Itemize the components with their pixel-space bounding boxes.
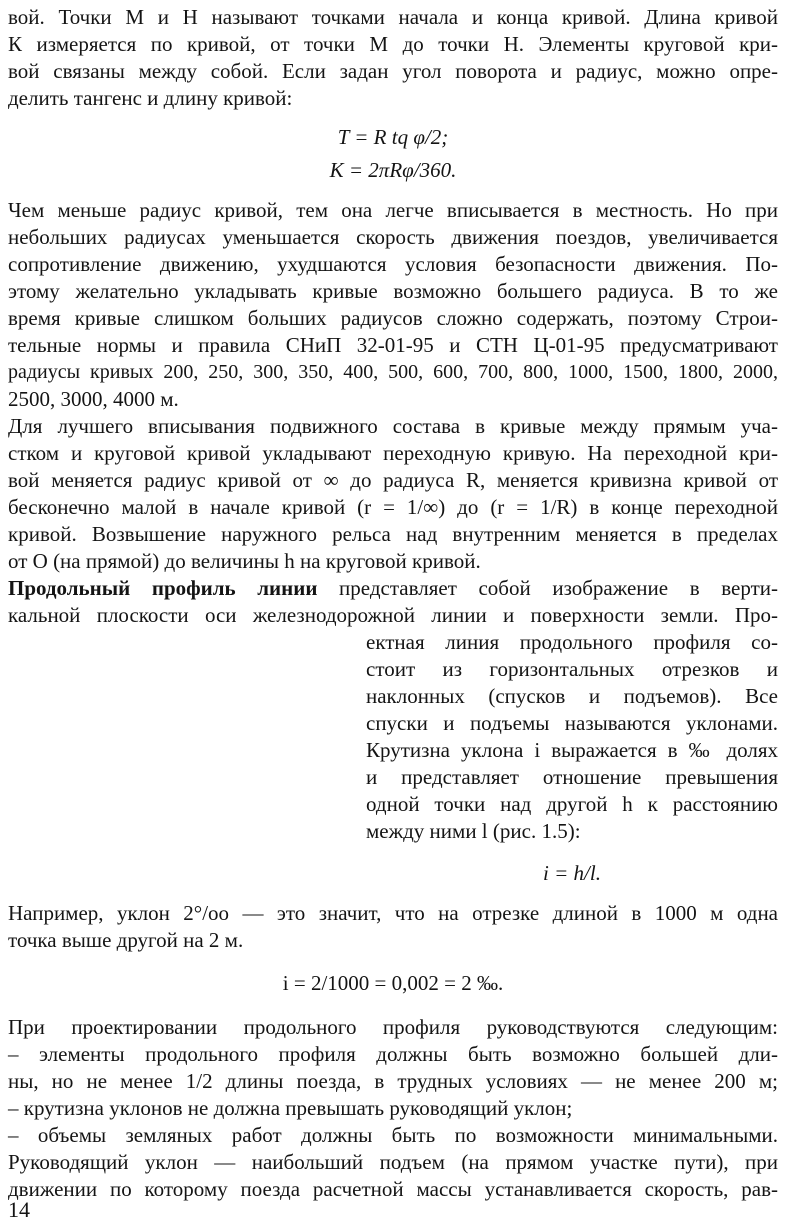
term-longitudinal-profile: Продольный профиль линии bbox=[8, 576, 318, 600]
text-line: радиусы кривых 200, 250, 300, 350, 400, 500, 600, 700, 800, 1000, 1500, 1800, 2000, bbox=[8, 361, 778, 383]
column-line: и представляет отношение превышения bbox=[366, 765, 778, 789]
text-line: делить тангенс и длину кривой: bbox=[8, 86, 293, 110]
text-line: время кривые слишком больших радиусов сложно содержать, поэтому Строи- bbox=[8, 306, 778, 330]
formula-curve-length: K = 2πRφ/360. bbox=[329, 158, 457, 182]
text-line: Чем меньше радиус кривой, тем она легче вписывается в местность. Но при bbox=[8, 198, 778, 222]
text-line: – элементы продольного профиля должны быть возможно большей дли- bbox=[8, 1042, 778, 1066]
column-line: стоит из горизонтальных отрезков и bbox=[366, 657, 778, 681]
column-line: спуски и подъемы называются уклонами. bbox=[366, 711, 778, 735]
text-line: стком и круговой кривой укладывают переходную кривую. На переходной кри- bbox=[8, 441, 778, 465]
text-line: Руководящий уклон — наибольший подъем (на прямом участке пути), при bbox=[8, 1150, 778, 1174]
column-line: ектная линия продольного профиля со- bbox=[366, 630, 778, 654]
column-line: Крутизна уклона i выражается в ‰ долях bbox=[366, 738, 778, 762]
formula-slope: i = h/l. bbox=[543, 861, 601, 885]
formula-example: i = 2/1000 = 0,002 = 2 ‰. bbox=[282, 971, 504, 995]
text-line: Например, уклон 2°/оо — это значит, что на отрезке длиной в 1000 м одна bbox=[8, 901, 778, 925]
text-line: Для лучшего вписывания подвижного состава в кривые между прямым уча- bbox=[8, 414, 778, 438]
text-fragment: представляет собой изображение в верти- bbox=[317, 576, 778, 600]
text-line: вой меняется радиус кривой от ∞ до радиуса R, меняется кривизна кривой от bbox=[8, 468, 778, 492]
text-line: кривой. Возвышение наружного рельса над внутренним меняется в пределах bbox=[8, 522, 778, 546]
text-line bbox=[8, 575, 778, 602]
text-line: движении по которому поезда расчетной массы устанавливается скорость, рав- bbox=[8, 1177, 778, 1201]
text-line: от O (на прямой) до величины h на круговой кривой. bbox=[8, 549, 481, 573]
text-line: этому желательно укладывать кривые возможно большего радиуса. В то же bbox=[8, 279, 778, 303]
column-line: между ними l (рис. 1.5): bbox=[366, 819, 581, 843]
formula-tangent: T = R tq φ/2; bbox=[337, 125, 449, 149]
text-line: вой связаны между собой. Если задан угол поворота и радиус, можно опре- bbox=[8, 59, 778, 83]
text-line: К измеряется по кривой, от точки М до точки Н. Элементы круговой кри- bbox=[8, 32, 778, 56]
text-line: 2500, 3000, 4000 м. bbox=[8, 387, 179, 411]
text-line: точка выше другой на 2 м. bbox=[8, 928, 244, 952]
text-line: небольших радиусах уменьшается скорость движения поездов, увеличивается bbox=[8, 225, 778, 249]
text-line: тельные нормы и правила СНиП 32-01-95 и СТН Ц-01-95 предусматривают bbox=[8, 333, 778, 357]
text-line: вой. Точки М и Н называют точками начала и конца кривой. Длина кривой bbox=[8, 5, 778, 29]
page-number: 14 bbox=[8, 1197, 30, 1222]
text-line: кальной плоскости оси железнодорожной линии и поверхности земли. Про- bbox=[8, 603, 778, 627]
text-line: ны, но не менее 1/2 длины поезда, в трудных условиях — не менее 200 м; bbox=[8, 1069, 778, 1093]
column-line: наклонных (спусков и подъемов). Все bbox=[366, 684, 778, 708]
column-line: одной точки над другой h к расстоянию bbox=[366, 792, 778, 816]
text-line: При проектировании продольного профиля руководствуются следующим: bbox=[8, 1015, 778, 1039]
text-line: сопротивление движению, ухудшаются условия безопасности движения. По- bbox=[8, 252, 778, 276]
text-line: – крутизна уклонов не должна превышать руководящий уклон; bbox=[8, 1096, 573, 1120]
text-line: бесконечно малой в начале кривой (r = 1/∞) до (r = 1/R) в конце переходной bbox=[8, 495, 778, 519]
text-line: – объемы земляных работ должны быть по возможности минимальными. bbox=[8, 1123, 778, 1147]
